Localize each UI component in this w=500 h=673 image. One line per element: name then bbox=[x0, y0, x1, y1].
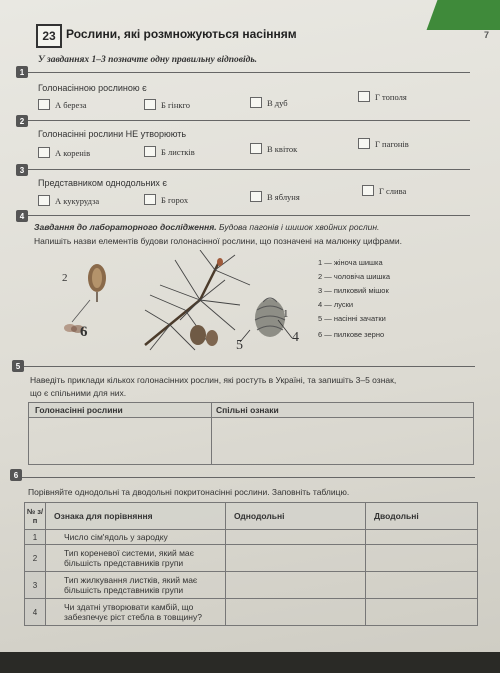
question-3-text: Представником однодольних є bbox=[38, 178, 167, 188]
row-criterion: Тип кореневої системи, який має більшість представників групи bbox=[46, 545, 226, 572]
q1-option-c[interactable]: В дуб bbox=[250, 97, 288, 108]
answer-cell-dicots[interactable] bbox=[366, 530, 478, 545]
q2-option-a[interactable]: А коренів bbox=[38, 147, 90, 158]
question-1-text: Голонасінною рослиною є bbox=[38, 83, 147, 93]
q2-option-c[interactable]: В квіток bbox=[250, 143, 297, 154]
checkbox[interactable] bbox=[362, 185, 374, 196]
male-cone-icon bbox=[88, 264, 106, 302]
checkbox[interactable] bbox=[38, 99, 50, 110]
legend-item: 6 — пилкове зерно bbox=[318, 330, 385, 339]
checkbox[interactable] bbox=[250, 97, 262, 108]
q2-option-d[interactable]: Г пагонів bbox=[358, 138, 409, 149]
legend-item: 3 — пилковий мішок bbox=[318, 286, 389, 295]
pine-branch-icon bbox=[145, 250, 250, 350]
row-number: 2 bbox=[25, 545, 46, 572]
task-5-text-line1: Наведіть приклади кількох голонасінних рослин, які ростуть в Україні, та запишіть 3–5 ознак, bbox=[30, 375, 397, 385]
checkbox[interactable] bbox=[358, 91, 370, 102]
divider bbox=[24, 215, 470, 216]
q1-option-b[interactable]: Б гінкго bbox=[144, 99, 190, 110]
page-title: Рослини, які розмножуються насінням bbox=[66, 27, 297, 41]
col-common-traits: Спільні ознаки bbox=[212, 403, 474, 418]
checkbox[interactable] bbox=[250, 191, 262, 202]
task-5-text-line2: що є спільними для них. bbox=[30, 388, 127, 398]
q3-option-d[interactable]: Г слива bbox=[362, 185, 406, 196]
checkbox[interactable] bbox=[144, 194, 156, 205]
q1-option-d[interactable]: Г тополя bbox=[358, 91, 407, 102]
q3-option-c[interactable]: В яблуня bbox=[250, 191, 300, 202]
answer-cell-monocots[interactable] bbox=[226, 599, 366, 626]
divider bbox=[20, 477, 475, 478]
col-criterion: Ознака для порівняння bbox=[46, 503, 226, 530]
task-6-text: Порівняйте однодольні та дводольні покритонасінні рослини. Заповніть таблицю. bbox=[28, 487, 350, 497]
task-4-title: Завдання до лабораторного дослідження. Будова пагонів і шишок хвойних рослин. bbox=[34, 222, 380, 232]
green-page-corner bbox=[427, 0, 500, 30]
section-number-badge: 23 bbox=[36, 24, 62, 48]
divider bbox=[24, 72, 470, 73]
answer-cell-monocots[interactable] bbox=[226, 545, 366, 572]
question-2-number: 2 bbox=[16, 115, 28, 127]
divider bbox=[24, 120, 470, 121]
divider bbox=[24, 169, 470, 170]
answer-cell-dicots[interactable] bbox=[366, 545, 478, 572]
row-criterion: Чи здатні утворювати камбій, що забезпечує ріст стебла в товщину? bbox=[46, 599, 226, 626]
task-4-instruction: Напишіть назви елементів будови голонасінної рослини, що позначені на малюнку цифрами. bbox=[34, 236, 402, 246]
q1-option-a[interactable]: А береза bbox=[38, 99, 87, 110]
figure-label-1: 1 bbox=[283, 308, 289, 320]
table-row bbox=[25, 545, 478, 572]
row-criterion: Число сім'ядоль у зародку bbox=[46, 530, 226, 545]
table-row bbox=[25, 530, 478, 545]
question-1-number: 1 bbox=[16, 66, 28, 78]
q3-option-b[interactable]: Б горох bbox=[144, 194, 188, 205]
task-5-number: 5 bbox=[12, 360, 24, 372]
answer-cell-monocots[interactable] bbox=[226, 530, 366, 545]
checkbox[interactable] bbox=[144, 99, 156, 110]
task-4-number: 4 bbox=[16, 210, 28, 222]
legend-item: 1 — жіноча шишка bbox=[318, 258, 383, 267]
question-2-text: Голонасінні рослини НЕ утворюють bbox=[38, 129, 187, 139]
divider bbox=[20, 366, 475, 367]
task-6-table bbox=[24, 502, 478, 626]
figure-label-2: 2 bbox=[62, 272, 68, 284]
table-header-row bbox=[25, 503, 478, 530]
figure-label-5: 5 bbox=[236, 338, 243, 353]
corner-page-number: 7 bbox=[484, 30, 490, 40]
female-cone-icon bbox=[255, 298, 285, 337]
checkbox[interactable] bbox=[250, 143, 262, 154]
pine-figure bbox=[50, 250, 315, 360]
row-criterion: Тип жилкування листків, який має більшість представників групи bbox=[46, 572, 226, 599]
col-num: № з/п bbox=[25, 503, 46, 530]
checkbox[interactable] bbox=[144, 146, 156, 157]
instructions-subtitle: У завданнях 1–3 позначте одну правильну відповідь. bbox=[38, 55, 258, 65]
col-dicots: Дводольні bbox=[366, 503, 478, 530]
checkbox[interactable] bbox=[38, 147, 50, 158]
table-row bbox=[25, 572, 478, 599]
legend-item: 5 — насінні зачатки bbox=[318, 314, 386, 323]
answer-cell-dicots[interactable] bbox=[366, 599, 478, 626]
q3-option-a[interactable]: А кукурудза bbox=[38, 195, 99, 206]
row-number: 3 bbox=[25, 572, 46, 599]
legend-item: 4 — луски bbox=[318, 300, 354, 309]
background-strip bbox=[0, 652, 500, 673]
answer-cell-traits[interactable] bbox=[212, 418, 474, 465]
task-5-table bbox=[28, 402, 474, 465]
checkbox[interactable] bbox=[358, 138, 370, 149]
answer-cell-plants[interactable] bbox=[29, 418, 212, 465]
checkbox[interactable] bbox=[38, 195, 50, 206]
answer-cell-monocots[interactable] bbox=[226, 572, 366, 599]
row-number: 1 bbox=[25, 530, 46, 545]
col-gymnosperms: Голонасінні рослини bbox=[29, 403, 212, 418]
task-6-number: 6 bbox=[10, 469, 22, 481]
question-3-number: 3 bbox=[16, 164, 28, 176]
row-number: 4 bbox=[25, 599, 46, 626]
figure-label-4: 4 bbox=[292, 330, 299, 345]
col-monocots: Однодольні bbox=[226, 503, 366, 530]
table-header-row bbox=[29, 403, 474, 418]
legend-item: 2 — чоловіча шишка bbox=[318, 272, 391, 281]
figure-label-6: 6 bbox=[80, 324, 88, 340]
table-row bbox=[29, 418, 474, 465]
q2-option-b[interactable]: Б листків bbox=[144, 146, 195, 157]
answer-cell-dicots[interactable] bbox=[366, 572, 478, 599]
table-row bbox=[25, 599, 478, 626]
